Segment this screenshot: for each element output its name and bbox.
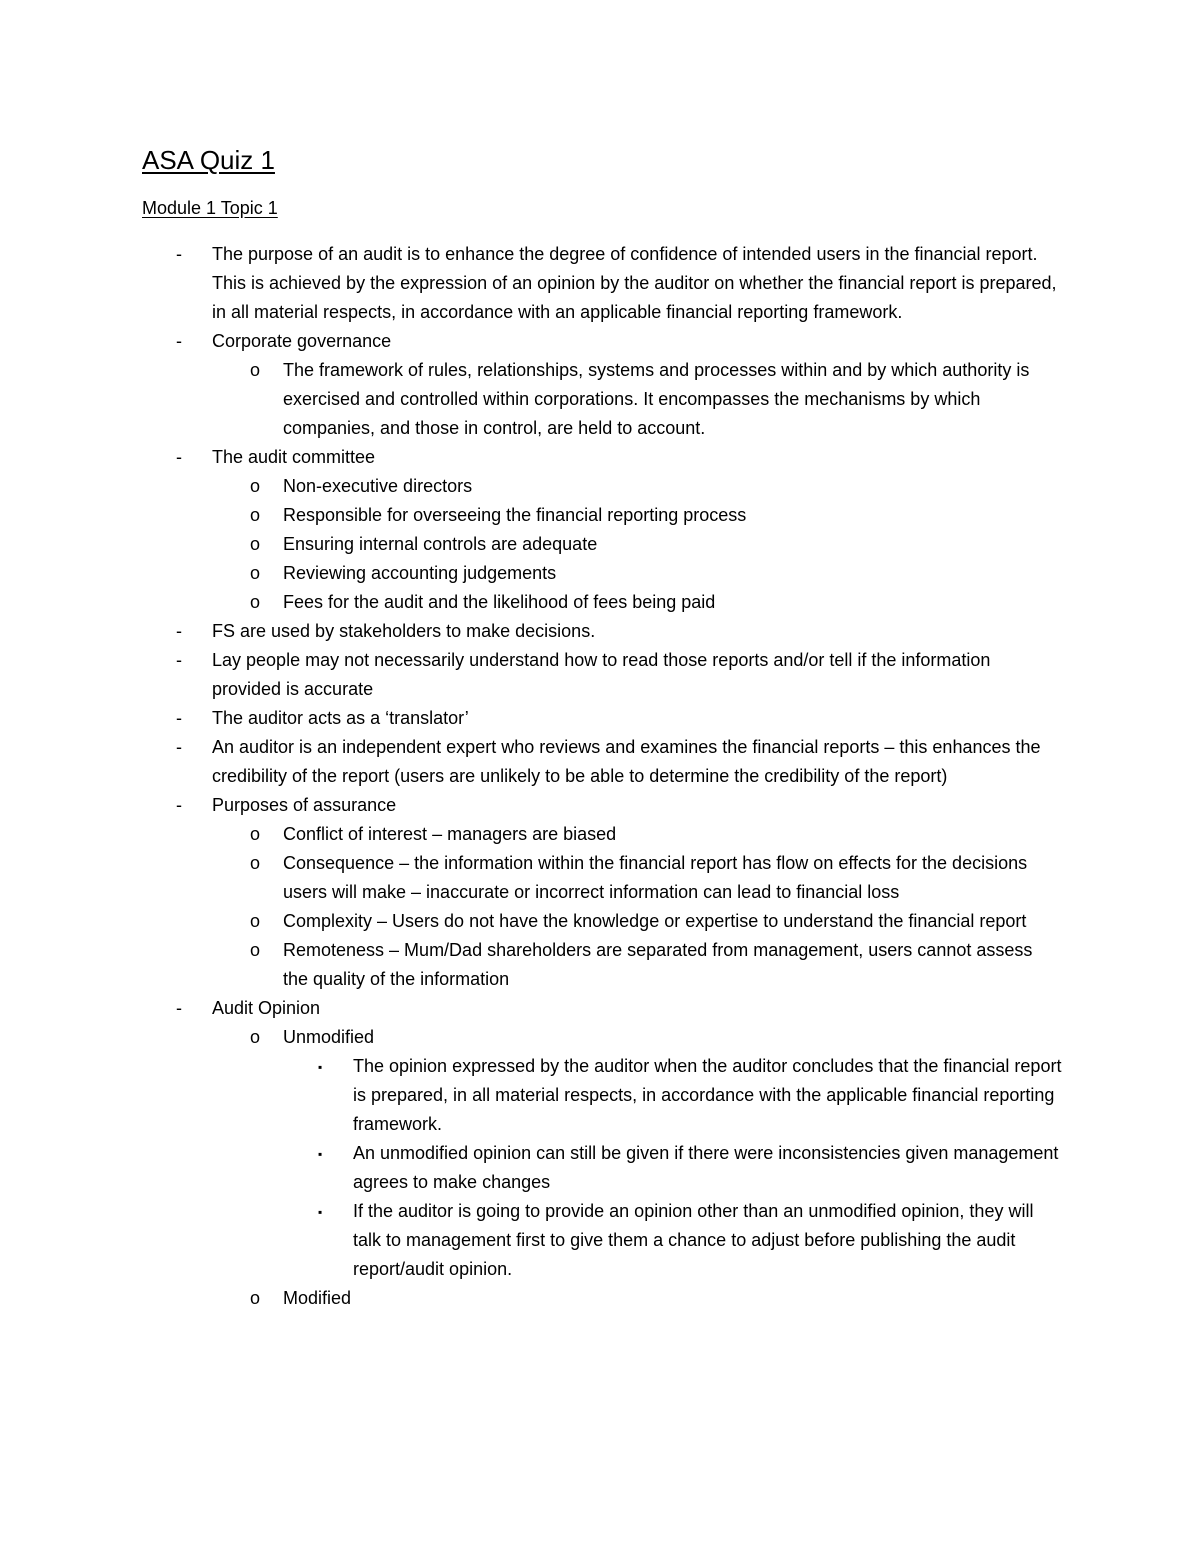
list-item-text: Unmodified bbox=[283, 1027, 375, 1047]
list-item-text: Conflict of interest – managers are biased bbox=[283, 824, 617, 844]
bullet-marker: ▪ bbox=[318, 1205, 323, 1219]
list-item bbox=[0, 1284, 1200, 1313]
bullet-marker: o bbox=[250, 563, 261, 583]
bullet-marker: - bbox=[176, 708, 182, 728]
list-item bbox=[0, 356, 1200, 443]
list-item-text: Corporate governance bbox=[212, 331, 392, 351]
list-item-text: An unmodified opinion can still be given if there were inconsistencies given management agrees to make changes bbox=[353, 1143, 1059, 1192]
list-item-text: Modified bbox=[283, 1288, 352, 1308]
list-item bbox=[0, 907, 1200, 936]
document-title: ASA Quiz 1 bbox=[142, 145, 275, 175]
list-item-text: Lay people may not necessarily understand how to read those reports and/or tell if the information provided is accurate bbox=[212, 650, 991, 699]
list-item bbox=[0, 791, 1200, 820]
bullet-marker: o bbox=[250, 940, 261, 960]
list-item-text: The opinion expressed by the auditor when the auditor concludes that the financial report is prepared, in all material respects, in accordance with the applicable financial reporting framework. bbox=[353, 1056, 1062, 1134]
list-item bbox=[0, 530, 1200, 559]
bullet-marker: - bbox=[176, 447, 182, 467]
list-item-text: Ensuring internal controls are adequate bbox=[283, 534, 598, 554]
list-item bbox=[0, 472, 1200, 501]
bullet-marker: ▪ bbox=[318, 1147, 323, 1161]
list-item-text: Reviewing accounting judgements bbox=[283, 563, 557, 583]
list-item-text: Non-executive directors bbox=[283, 476, 473, 496]
list-item bbox=[0, 327, 1200, 356]
list-item-text: Audit Opinion bbox=[212, 998, 321, 1018]
bullet-marker: o bbox=[250, 1288, 261, 1308]
list-item-text: If the auditor is going to provide an opinion other than an unmodified opinion, they will talk to management first to give them a chance to adjust before publishing the audit report/audit opinion. bbox=[353, 1201, 1034, 1279]
bullet-marker: o bbox=[250, 853, 261, 873]
section-heading: Module 1 Topic 1 bbox=[142, 198, 278, 218]
bullet-marker: - bbox=[176, 331, 182, 351]
bullet-marker: - bbox=[176, 621, 182, 641]
list-item bbox=[0, 936, 1200, 994]
list-item-text: Responsible for overseeing the financial reporting process bbox=[283, 505, 747, 525]
list-item bbox=[0, 646, 1200, 704]
bullet-marker: - bbox=[176, 244, 182, 264]
list-item bbox=[0, 1052, 1200, 1139]
bullet-marker: - bbox=[176, 737, 182, 757]
list-item bbox=[0, 733, 1200, 791]
list-item bbox=[0, 1197, 1200, 1284]
list-item bbox=[0, 820, 1200, 849]
list-item bbox=[0, 704, 1200, 733]
list-item bbox=[0, 617, 1200, 646]
bullet-marker: o bbox=[250, 360, 261, 380]
list-item-text: Fees for the audit and the likelihood of fees being paid bbox=[283, 592, 716, 612]
list-item-text: FS are used by stakeholders to make decisions. bbox=[212, 621, 596, 641]
list-item-text: Remoteness – Mum/Dad shareholders are separated from management, users cannot assess the quality of the information bbox=[283, 940, 1033, 989]
list-item-text: The auditor acts as a ‘translator’ bbox=[212, 708, 469, 728]
bullet-marker: - bbox=[176, 795, 182, 815]
bullet-marker: o bbox=[250, 1027, 261, 1047]
list-item-text: The framework of rules, relationships, systems and processes within and by which authority is exercised and controlled within corporations. It encompasses the mechanisms by which companies, and those in control, are held to account. bbox=[283, 360, 1030, 438]
bullet-marker: o bbox=[250, 534, 261, 554]
bullet-marker: o bbox=[250, 476, 261, 496]
list-item bbox=[0, 1023, 1200, 1052]
bullet-marker: - bbox=[176, 650, 182, 670]
list-item-text: The purpose of an audit is to enhance the degree of confidence of intended users in the financial report. This is achieved by the expression of an opinion by the auditor on whether the financial report is prepared, in all material respects, in accordance with an applicable financial reporting framework. bbox=[212, 244, 1057, 322]
list-item-text: Complexity – Users do not have the knowledge or expertise to understand the financial report bbox=[283, 911, 1027, 931]
list-item bbox=[0, 240, 1200, 327]
bullet-marker: o bbox=[250, 911, 261, 931]
bullet-marker: o bbox=[250, 824, 261, 844]
list-item bbox=[0, 588, 1200, 617]
list-item bbox=[0, 443, 1200, 472]
list-item bbox=[0, 559, 1200, 588]
bullet-marker: - bbox=[176, 998, 182, 1018]
list-item-text: Purposes of assurance bbox=[212, 795, 397, 815]
list-item bbox=[0, 1139, 1200, 1197]
bullet-marker: ▪ bbox=[318, 1060, 323, 1074]
list-item-text: Consequence – the information within the financial report has flow on effects for the decisions users will make – inaccurate or incorrect information can lead to financial loss bbox=[283, 853, 1028, 902]
list-item bbox=[0, 994, 1200, 1023]
bullet-marker: o bbox=[250, 505, 261, 525]
list-item-text: The audit committee bbox=[212, 447, 376, 467]
list-item bbox=[0, 849, 1200, 907]
bullet-list bbox=[0, 240, 1200, 1313]
list-item bbox=[0, 501, 1200, 530]
bullet-marker: o bbox=[250, 592, 261, 612]
list-item-text: An auditor is an independent expert who reviews and examines the financial reports – this enhances the credibility of the report (users are unlikely to be able to determine the credibility of the report) bbox=[212, 737, 1041, 786]
